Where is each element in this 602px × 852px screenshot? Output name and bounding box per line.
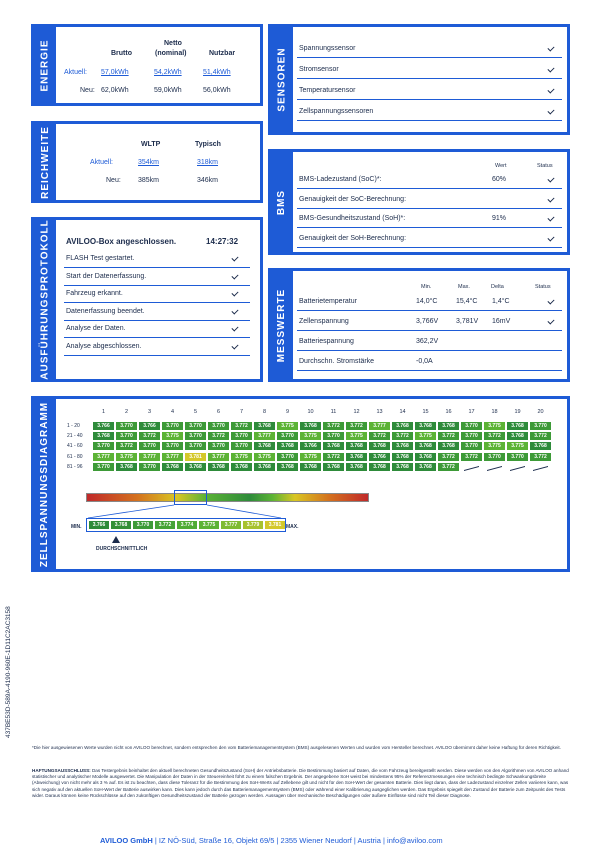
bms-label: Genauigkeit der SoH-Berechnung:	[299, 234, 407, 242]
voltage-cell: 3.770	[138, 462, 161, 472]
messwert-min: 3,766V	[416, 318, 439, 325]
value: 56,0kWh	[203, 87, 231, 94]
voltage-cell: 3.770	[207, 421, 230, 431]
row-label: 81 - 96	[67, 463, 83, 470]
divider	[64, 355, 250, 356]
footer-city: 2355 Wiener Neudorf	[280, 836, 352, 845]
column-number: 20	[537, 409, 544, 415]
bms-value: 91%	[492, 215, 507, 222]
divider	[297, 227, 562, 228]
voltage-cell: 3.775	[161, 431, 184, 441]
footer	[100, 836, 443, 845]
divider	[64, 285, 250, 286]
scale-cell: 3.774	[176, 520, 198, 530]
scale-cell: 3.775	[198, 520, 220, 530]
voltage-cell: 3.768	[115, 462, 138, 472]
voltage-cell: 3.772	[529, 452, 552, 462]
voltage-cell: 3.775	[115, 452, 138, 462]
column-number: 4	[170, 409, 175, 415]
voltage-cell: 3.775	[506, 441, 529, 451]
voltage-cell: 3.772	[437, 462, 460, 472]
voltage-cell: 3.772	[115, 441, 138, 451]
protokoll-time: 14:27:32	[206, 237, 239, 246]
voltage-cell: 3.772	[207, 431, 230, 441]
voltage-cell: 3.775	[299, 431, 322, 441]
value: 62,0kWh	[101, 87, 129, 94]
voltage-cell: 3.770	[138, 441, 161, 451]
row-label: 61 - 80	[67, 453, 83, 460]
divider	[297, 247, 562, 248]
footer-address: IZ NÖ-Süd, Straße 16, Objekt 69/5	[158, 836, 275, 845]
voltage-cell: 3.768	[276, 441, 299, 451]
messwert-min: -0,0A	[416, 358, 433, 365]
energie-panel	[31, 24, 263, 106]
footer-country: Austria	[357, 836, 381, 845]
row-label: 1 - 20	[67, 423, 80, 429]
check-icon	[231, 254, 238, 261]
voltage-cell: 3.768	[414, 462, 437, 472]
divider	[297, 350, 562, 351]
protokoll-heading: AVILOO-Box angeschlossen.	[66, 237, 177, 246]
scale-cell: 3.777	[220, 520, 242, 530]
messwert-label: Durchschn. Stromstärke	[299, 358, 375, 365]
sensor-item: Temperatursensor	[299, 87, 356, 94]
column-number: 14	[399, 409, 406, 415]
scale-min-label: MIN.	[71, 524, 82, 530]
divider	[297, 330, 562, 331]
voltage-cell: 3.768	[253, 441, 276, 451]
row-label-aktuell: Aktuell:	[90, 159, 113, 166]
check-icon	[547, 297, 554, 304]
sensor-item: Stromsensor	[299, 66, 339, 73]
messwert-label: Batteriespannung	[299, 338, 354, 345]
messwert-max: 15,4°C	[456, 298, 478, 305]
separator: |	[353, 836, 356, 845]
voltage-cell: 3.768	[230, 462, 253, 472]
messwert-min: 14,0°C	[416, 298, 438, 305]
voltage-cell: 3.766	[138, 421, 161, 431]
column-number: 18	[491, 409, 498, 415]
messwert-label: Zellenspannung	[299, 318, 349, 325]
messwert-delta: 1,4°C	[492, 298, 510, 305]
row-label-aktuell: Aktuell:	[64, 69, 87, 76]
voltage-cell: 3.770	[460, 441, 483, 451]
voltage-cell: 3.770	[230, 441, 253, 451]
voltage-cell: 3.768	[253, 421, 276, 431]
messwerte-title: MESSWERTE	[276, 288, 288, 362]
voltage-cell: 3.775	[299, 452, 322, 462]
voltage-cell: 3.770	[115, 431, 138, 441]
voltage-cell: 3.768	[506, 431, 529, 441]
protokoll-item: Datenerfassung beendet.	[66, 307, 145, 315]
row-label-neu: Neu:	[106, 177, 121, 184]
voltage-cell: 3.781	[184, 452, 207, 462]
value: 54,2kWh	[154, 69, 182, 76]
check-icon	[231, 342, 238, 349]
voltage-cell: 3.768	[368, 462, 391, 472]
divider	[297, 57, 562, 58]
voltage-cell: 3.777	[92, 452, 115, 462]
voltage-cell: 3.768	[322, 441, 345, 451]
voltage-cell: 3.768	[276, 462, 299, 472]
separator: |	[154, 836, 157, 845]
voltage-cell: 3.770	[92, 441, 115, 451]
value: 346km	[197, 177, 219, 184]
bms-title: BMS	[276, 189, 288, 215]
reichweite-title: REICHWEITE	[39, 125, 51, 199]
sensoren-panel	[268, 24, 570, 135]
col-netto: Netto	[164, 40, 182, 47]
scale-cell: 3.766	[88, 520, 110, 530]
voltage-cell: 3.775	[276, 421, 299, 431]
divider	[297, 188, 562, 189]
voltage-cell: 3.777	[138, 452, 161, 462]
divider	[64, 320, 250, 321]
voltage-cell: 3.770	[483, 452, 506, 462]
footnote: *Die hier ausgewiesenen Werte wurden nicht von AVILOO berechnet, sondern entsprechen den vom Batteriemanagementsystem (BMS) ausgelesenen Werten und wurden vom Hersteller berechnet. AVILOO übernimmt daher keine Haftung für deren Richtigkeit.	[32, 745, 561, 750]
voltage-cell: 3.768	[368, 441, 391, 451]
messwert-label: Batterietemperatur	[299, 298, 357, 305]
bms-label: BMS-Gesundheitszustand (SoH)*:	[299, 215, 406, 222]
voltage-cell: 3.766	[92, 421, 115, 431]
voltage-cell: 3.768	[437, 441, 460, 451]
value: 59,0kWh	[154, 87, 182, 94]
footer-company: AVILOO GmbH	[100, 836, 153, 845]
voltage-cell: 3.772	[437, 431, 460, 441]
footer-email[interactable]: info@aviloo.com	[387, 836, 443, 845]
voltage-cell: 3.768	[414, 452, 437, 462]
value: 354km	[138, 159, 160, 166]
voltage-cell: 3.772	[529, 431, 552, 441]
bms-label: BMS-Ladezustand (SoC)*:	[299, 176, 382, 183]
column-number: 6	[216, 409, 221, 415]
voltage-cell: 3.777	[161, 452, 184, 462]
voltage-cell: 3.770	[460, 431, 483, 441]
col-delta: Delta	[491, 284, 504, 290]
protokoll-item: Analyse der Daten.	[66, 325, 126, 332]
voltage-cell: 3.775	[253, 452, 276, 462]
protokoll-item: Fahrzeug erkannt.	[66, 290, 123, 297]
energie-title: ENERGIE	[39, 38, 51, 92]
voltage-cell: 3.777	[253, 431, 276, 441]
voltage-cell: 3.768	[345, 441, 368, 451]
check-icon	[547, 44, 554, 51]
voltage-cell: 3.766	[368, 452, 391, 462]
voltage-cell: 3.772	[138, 431, 161, 441]
col-netto-sub: (nominal)	[155, 50, 187, 57]
value: 51,4kWh	[203, 69, 231, 76]
protokoll-title: AUSFÜHRUNGSPROTOKOLL	[39, 219, 51, 380]
separator: |	[276, 836, 279, 845]
voltage-cell: 3.775	[230, 452, 253, 462]
messwerte-panel	[268, 268, 570, 382]
check-icon	[547, 317, 554, 324]
separator: |	[382, 836, 385, 845]
check-icon	[547, 65, 554, 72]
divider	[297, 120, 562, 121]
check-icon	[547, 107, 554, 114]
voltage-cell: 3.775	[414, 431, 437, 441]
row-label: 21 - 40	[67, 433, 83, 440]
column-number: 15	[422, 409, 429, 415]
check-icon	[547, 175, 554, 182]
voltage-cell: 3.772	[368, 431, 391, 441]
voltage-cell: 3.768	[299, 421, 322, 431]
voltage-cell: 3.772	[322, 452, 345, 462]
haftung-text: Das Testergebnis beinhaltet den aktuell berechneten Gesundheitszustand (SoH) der Antriebsbatterie. Die Bestimmung basiert auf Daten, die vom Fahrzeug bereitgestellt werden. Diese werden von den Algorithmen von AVILOO anhand statistischer und analytischer Modelle ausgewertet. Die Manipulation der Daten in der Steuereinheit führt zu einem falschen Ergebnis. Der angegebene SoH weist bei mindestens 95% der Referenzmessungen eine technisch bedingte Schwankungsbreite (Abweichung) von nicht mehr als 3 % auf. Es ist zu beachten, dass diese Toleranz für die Bestimmung des SoH-Werts auf Zellebene gilt und nicht für den SoH-Wert der gesamten Batterie. Dies liegt daran, dass der Ladezustand einzelner Zellen variieren kann, was sich negativ auf den aktuellen SoH-Wert der Batterie auswirken kann. Dies kann jedoch durch das Batteriemanagementsystem (BMS) oder während einer Kalibrierung ausgeglichen werden. Das Ergebnis spiegelt den Zustand der Batterie zum Zeitpunkt des Tests wider. Daraus können keine Rückschlüsse auf den zukünftigen Gesundheitszustand der Batterie gezogen werden. Aussagen über mechanische Beschädigungen oder äußere Einflüsse sind nicht Teil dieser Diagnose.	[32, 768, 569, 798]
scale-cell: 3.770	[132, 520, 154, 530]
voltage-cell: 3.768	[529, 441, 552, 451]
column-number: 5	[193, 409, 198, 415]
messwert-min: 362,2V	[416, 338, 439, 345]
row-label: 41 - 60	[67, 443, 83, 450]
voltage-cell: 3.770	[230, 431, 253, 441]
average-label: DURCHSCHNITTLICH	[96, 546, 148, 552]
column-number: 11	[330, 409, 337, 415]
voltage-cell: 3.772	[460, 452, 483, 462]
value: 318km	[197, 159, 219, 166]
column-number: 9	[285, 409, 290, 415]
voltage-cell: 3.775	[483, 421, 506, 431]
check-icon	[547, 195, 554, 202]
voltage-cell: 3.768	[391, 441, 414, 451]
divider	[297, 310, 562, 311]
voltage-cell: 3.770	[161, 441, 184, 451]
divider	[297, 78, 562, 79]
protokoll-item: FLASH Test gestartet.	[66, 255, 135, 262]
voltage-cell: 3.770	[276, 431, 299, 441]
column-number: 10	[307, 409, 314, 415]
check-icon	[231, 272, 238, 279]
column-number: 1	[101, 409, 106, 415]
col-status: Status	[537, 163, 553, 169]
voltage-cell: 3.772	[483, 431, 506, 441]
column-number: 2	[124, 409, 129, 415]
voltage-cell: 3.770	[184, 421, 207, 431]
divider	[297, 208, 562, 209]
zellspannung-title: ZELLSPANNUNGSDIAGRAMM	[39, 401, 51, 567]
check-icon	[547, 86, 554, 93]
voltage-cell: 3.768	[161, 462, 184, 472]
voltage-cell: 3.768	[299, 462, 322, 472]
scale-cell: 3.772	[154, 520, 176, 530]
scale-cell: 3.779	[242, 520, 264, 530]
divider	[64, 302, 250, 303]
voltage-cell: 3.772	[437, 452, 460, 462]
reichweite-panel	[31, 121, 263, 203]
sensor-item: Zellspannungssensoren	[299, 108, 374, 115]
check-icon	[547, 234, 554, 241]
divider	[64, 337, 250, 338]
voltage-cell: 3.768	[322, 462, 345, 472]
value: 57,0kWh	[101, 69, 129, 76]
zellspannung-panel	[31, 396, 570, 572]
bms-panel	[268, 149, 570, 255]
col-wert: Wert	[495, 163, 507, 169]
column-number: 16	[445, 409, 452, 415]
voltage-cell: 3.770	[460, 421, 483, 431]
voltage-cell: 3.770	[529, 421, 552, 431]
column-number: 8	[262, 409, 267, 415]
document-id: 437BE53D-589A-4190-960E-1D11C2AC3158	[5, 606, 12, 738]
value: 385km	[138, 177, 160, 184]
divider	[297, 370, 562, 371]
voltage-cell: 3.768	[391, 462, 414, 472]
messwert-delta: 16mV	[492, 318, 511, 325]
voltage-cell: 3.768	[391, 421, 414, 431]
check-icon	[231, 289, 238, 296]
voltage-cell: 3.768	[253, 462, 276, 472]
voltage-cell: 3.768	[506, 421, 529, 431]
divider	[64, 267, 250, 268]
check-icon	[231, 324, 238, 331]
voltage-cell: 3.772	[230, 421, 253, 431]
voltage-cell: 3.766	[299, 441, 322, 451]
voltage-cell: 3.770	[184, 431, 207, 441]
sensoren-title: SENSOREN	[276, 47, 288, 112]
voltage-cell: 3.777	[368, 421, 391, 431]
average-marker-icon	[112, 536, 120, 543]
sensor-item: Spannungssensor	[299, 45, 356, 52]
col-nutzbar: Nutzbar	[209, 50, 236, 57]
row-label-neu: Neu:	[80, 87, 95, 94]
voltage-cell: 3.768	[414, 421, 437, 431]
col-min: Min.	[421, 284, 432, 290]
haftung-block	[32, 768, 570, 799]
col-brutto: Brutto	[111, 50, 132, 57]
divider	[297, 99, 562, 100]
column-number: 7	[239, 409, 244, 415]
check-icon	[231, 307, 238, 314]
voltage-cell: 3.768	[391, 452, 414, 462]
voltage-cell: 3.770	[207, 441, 230, 451]
col-typisch: Typisch	[195, 141, 221, 148]
voltage-cell: 3.775	[345, 431, 368, 441]
scale-cell: 3.768	[110, 520, 132, 530]
scale-max-label: MAX.	[286, 524, 299, 530]
messwert-max: 3,781V	[456, 318, 479, 325]
column-number: 12	[353, 409, 360, 415]
check-icon	[547, 214, 554, 221]
voltage-cell: 3.768	[414, 441, 437, 451]
voltage-cell: 3.768	[207, 462, 230, 472]
column-number: 3	[147, 409, 152, 415]
column-number: 13	[376, 409, 383, 415]
bms-label: Genauigkeit der SoC-Berechnung:	[299, 195, 407, 203]
voltage-cell: 3.768	[345, 452, 368, 462]
scale-frame	[86, 518, 286, 532]
column-number: 19	[514, 409, 521, 415]
col-max: Max.	[458, 284, 470, 290]
voltage-cell: 3.770	[184, 441, 207, 451]
protokoll-panel	[31, 217, 263, 382]
voltage-cell: 3.770	[276, 452, 299, 462]
voltage-cell: 3.770	[92, 462, 115, 472]
voltage-cell: 3.770	[322, 431, 345, 441]
col-wltp: WLTP	[141, 141, 161, 148]
voltage-cell: 3.768	[184, 462, 207, 472]
voltage-cell: 3.768	[92, 431, 115, 441]
col-status: Status	[535, 284, 551, 290]
haftung-label: HAFTUNGSAUSSCHLUSS:	[32, 768, 91, 773]
voltage-cell: 3.772	[322, 421, 345, 431]
voltage-cell: 3.770	[161, 421, 184, 431]
voltage-cell: 3.770	[506, 452, 529, 462]
protokoll-item: Analyse abgeschlossen.	[66, 342, 142, 350]
voltage-cell: 3.768	[345, 462, 368, 472]
voltage-cell: 3.770	[115, 421, 138, 431]
scale-cell: 3.781	[264, 520, 286, 530]
voltage-cell: 3.772	[391, 431, 414, 441]
column-number: 17	[468, 409, 475, 415]
voltage-cell: 3.775	[483, 441, 506, 451]
protokoll-item: Start der Datenerfassung.	[66, 272, 147, 280]
voltage-cell: 3.768	[437, 421, 460, 431]
bms-value: 60%	[492, 176, 507, 183]
voltage-cell: 3.772	[345, 421, 368, 431]
voltage-cell: 3.777	[207, 452, 230, 462]
